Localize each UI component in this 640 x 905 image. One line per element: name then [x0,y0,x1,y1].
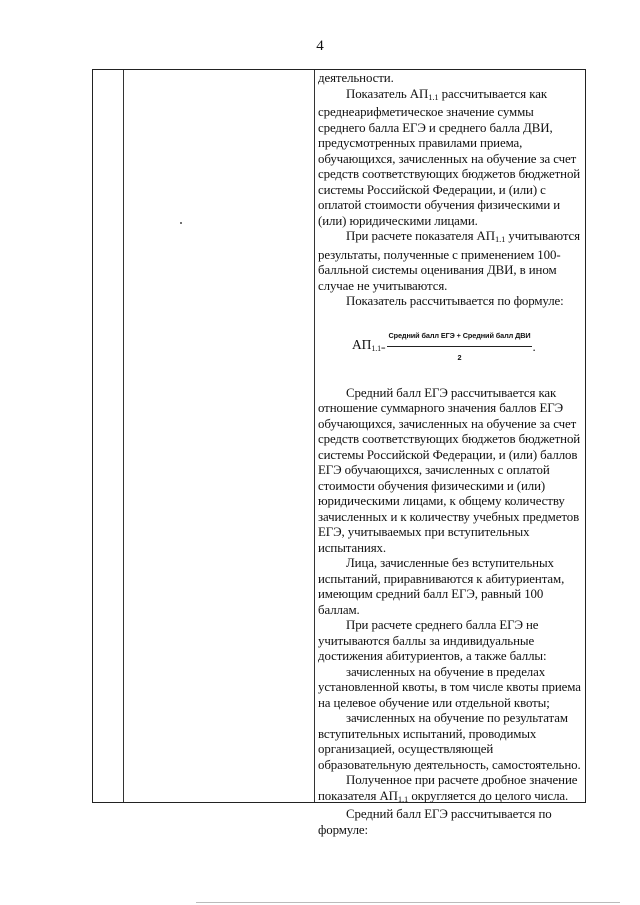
formula-end: . [532,338,536,354]
formula-fraction [387,328,531,365]
paragraph: Лица, зачисленные без вступительных испытаний, приравниваются к абитуриентам, имеющим средний балл ЕГЭ, равный 100 баллам. [318,556,565,617]
paragraph: зачисленных на обучение по результатам вступительных испытаний, проводимых организацией, осуществляющей образовательную деятельность, самостоятельно. [318,711,581,772]
paragraph: Полученное при расчете дробное значение показателя $АП_{1.1}$ округляется до целого числа. [318,773,578,804]
paragraph: Показатель рассчитывается по формуле: [346,294,564,308]
scan-edge-line [196,902,620,903]
paragraph: Показатель $АП_{1.1}$ рассчитывается как среднеарифметическое значение суммы среднего балла ЕГЭ и среднего балла ДВИ, предусмотренных правилами приема, обучающихся, зачисленных на обучение за счет средств соответствующих бюджетов бюджетной системы Российской Федерации, и (или) с оплатой стоимости обучения физическими и (или) юридическими лицами. [318,86,581,228]
page-number: 4 [316,38,324,54]
paragraph: Средний балл ЕГЭ рассчитывается как отношение суммарного значения баллов ЕГЭ обучающихся, зачисленных на обучение за счет средств соответствующих бюджетов бюджетной системы Российской Федерации, и (или) баллов ЕГЭ обучающихся, зачисленных с оплатой стоимости обучения физическими и (или) юридическими лицами, к общему количеству зачисленных и к количеству учебных предметов ЕГЭ, учитываемых при вступительных испытаниях. [318,385,581,555]
scan-speck [180,222,182,224]
table-content-cell [318,71,584,838]
paragraph: деятельности. [318,71,394,85]
formula-numerator: Средний балл ЕГЭ + Средний балл ДВИ [387,328,531,347]
formula-lhs: $АП_{1.1=}$ [352,336,386,353]
formula [352,325,584,369]
paragraph: При расчете среднего балла ЕГЭ не учитываются баллы за индивидуальные достижения абитуриентов, а также баллы: [318,618,547,663]
paragraph: зачисленных на обучение в пределах установленной квоты, в том числе квоты приема на целевое обучение или отдельной квоты; [318,664,581,710]
paragraph: При расчете показателя $АП_{1.1}$ учитываются результаты, полученные с применением 100-балльной системы оценивания ДВИ, в ином случае не учитываются. [318,229,580,293]
column-divider [314,70,315,802]
formula-denominator: 2 [457,352,462,362]
paragraph: Средний балл ЕГЭ рассчитывается по формуле: [318,807,552,837]
column-divider [123,70,124,802]
